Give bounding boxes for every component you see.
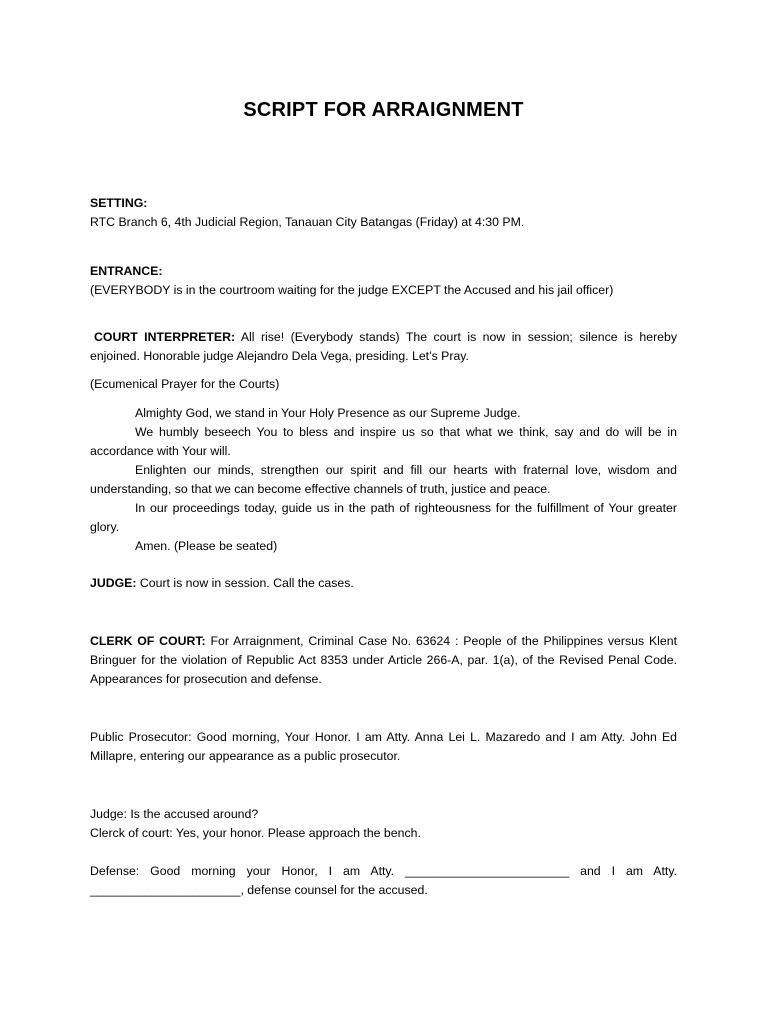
entrance-text: (EVERYBODY is in the courtroom waiting for the judge EXCEPT the Accused and his jail officer) [90, 283, 614, 297]
clerk-text: For Arraignment, Criminal Case No. 63624 : People of the Philippines versus Klent Bringuer for the violation of Republic Act 8353 under Article 266-A, par. 1(a), of the Revised Penal Code. Appearances for prosecution and defense. [90, 634, 677, 686]
clerk-answer: Clerck of court: Yes, your honor. Please approach the bench. [90, 826, 421, 840]
prosecutor-text: Good morning, Your Honor. I am Atty. Anna Lei L. Mazaredo and I am Atty. John Ed Millapre, entering our appearance as a public prosecutor. [90, 730, 678, 763]
prayer-line: Enlighten our minds, strengthen our spirit and fill our hearts with fraternal love, wisdom and understanding, so that we can become effective channels of truth, justice and peace. [90, 463, 677, 496]
prayer-line: We humbly beseech You to bless and inspire us so that what we think, say and do will be in accordance with Your will. [90, 425, 677, 458]
accused-exchange [90, 805, 677, 843]
prayer-line: In our proceedings today, guide us in the path of righteousness for the fulfillment of Your greater glory. [90, 501, 677, 534]
prosecutor-section [90, 728, 677, 766]
prayer-line: Almighty God, we stand in Your Holy Presence as our Supreme Judge. [135, 406, 521, 420]
prayer-heading: (Ecumenical Prayer for the Courts) [90, 377, 280, 391]
judge-call-section [90, 574, 677, 593]
setting-heading: SETTING: [90, 196, 148, 210]
judge-text: Court is now in session. Call the cases. [136, 576, 354, 590]
defense-text: Defense: Good morning your Honor, I am Atty. ________________________ and I am Atty. ______________________, defense counsel for the accused. [90, 864, 677, 897]
judge-speaker: JUDGE: [90, 576, 137, 590]
court-interpreter-text: All rise! (Everybody stands) The court is now in session; silence is hereby enjoined. Honorable judge Alejandro Dela Vega, presiding. Let’s Pray. [90, 330, 677, 363]
judge-question: Judge: Is the accused around? [90, 807, 259, 821]
prayer-amen: Amen. (Please be seated) [135, 539, 278, 553]
court-interpreter-section [90, 328, 677, 366]
court-interpreter-speaker: COURT INTERPRETER: [94, 330, 236, 344]
clerk-speaker: CLERK OF COURT: [90, 634, 206, 648]
prayer-section [90, 404, 677, 556]
entrance-heading: ENTRANCE: [90, 264, 163, 278]
setting-text: RTC Branch 6, 4th Judicial Region, Tanauan City Batangas (Friday) at 4:30 PM. [90, 215, 525, 229]
defense-section [90, 862, 677, 900]
document-title: SCRIPT FOR ARRAIGNMENT [243, 99, 524, 121]
entrance-section [90, 262, 677, 300]
clerk-section [90, 632, 677, 689]
setting-section [90, 194, 677, 232]
prosecutor-speaker: Public Prosecutor: [90, 730, 192, 744]
